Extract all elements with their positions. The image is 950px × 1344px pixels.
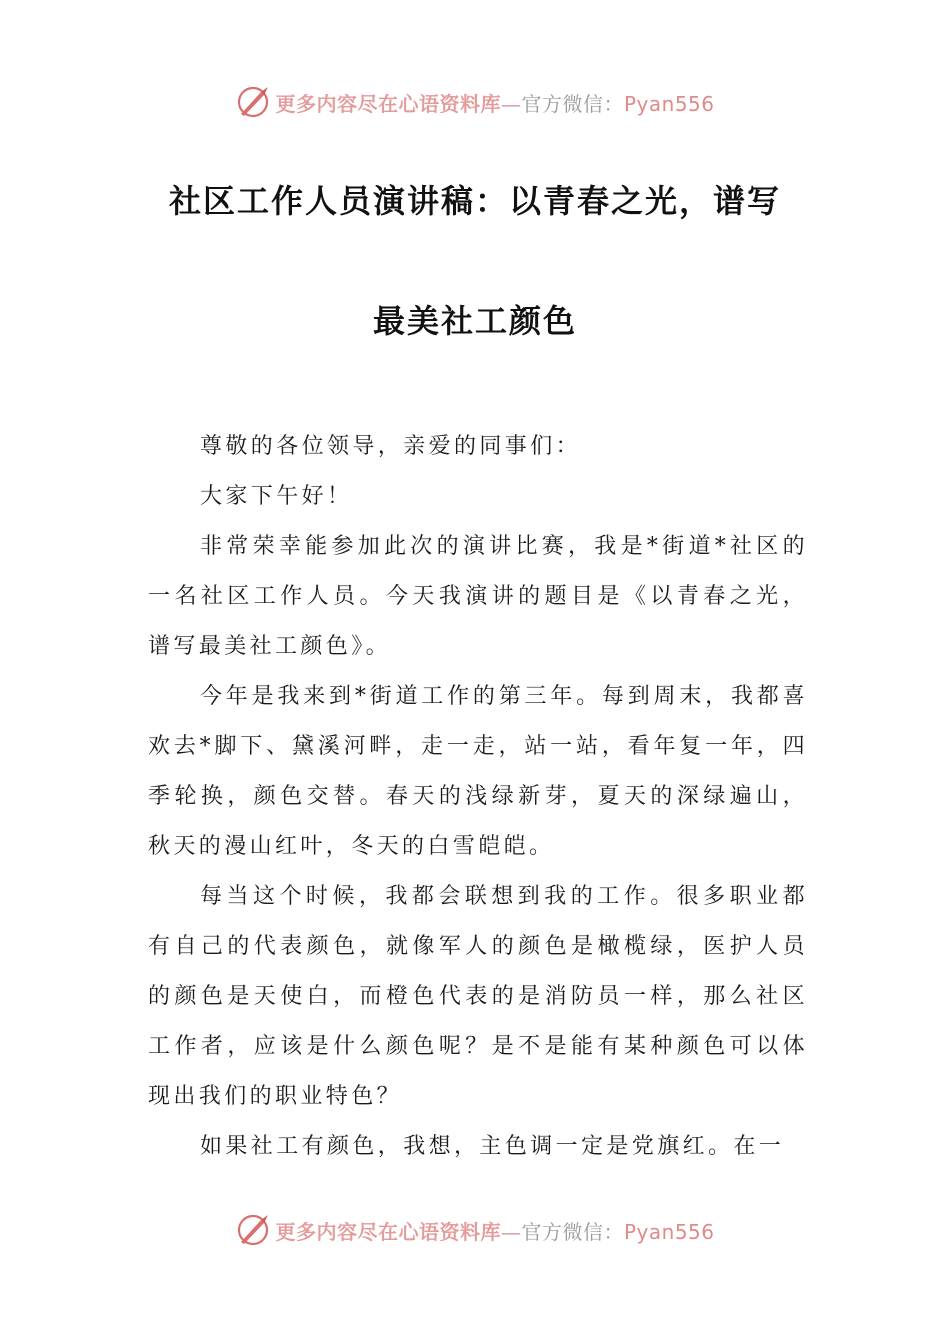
watermark-dash: — (500, 1219, 522, 1244)
document-title-line-1: 社区工作人员演讲稿：以青春之光，谱写 (168, 182, 781, 220)
header-watermark-banner (0, 80, 950, 124)
document-title-line-2: 最美社工颜色 (372, 302, 577, 340)
paragraph-seasons: 今年是我来到*街道工作的第三年。每到周末，我都喜欢去*脚下、黛溪河畔，走一走，站一站，看年复一年，四季轮换，颜色交替。春天的浅绿新芽，夏天的深绿遍山，秋天的漫山红叶，冬天的白雪皑皑。 (148, 684, 808, 859)
watermark-text (275, 88, 714, 117)
paragraph-intro: 非常荣幸能参加此次的演讲比赛，我是*街道*社区的一名社区工作人员。今天我演讲的题目是《以青春之光，谱写最美社工颜色》。 (148, 534, 808, 659)
paragraph-greeting: 大家下午好！ (200, 484, 353, 509)
paragraph-party-red: 如果社工有颜色，我想，主色调一定是党旗红。在一 (200, 1134, 785, 1159)
quill-pen-circle-icon (235, 84, 271, 120)
footer-watermark-banner (0, 1208, 950, 1252)
watermark-wechat-label: 官方微信： (521, 1219, 624, 1244)
watermark-wechat-id: Pyan556 (623, 91, 715, 116)
watermark-wechat-id: Pyan556 (623, 1219, 715, 1244)
watermark-site-text: 更多内容尽在心语资料库 (275, 1219, 501, 1244)
watermark-text (275, 1216, 714, 1245)
quill-pen-circle-icon (235, 1212, 271, 1248)
paragraph-colors: 每当这个时候，我都会联想到我的工作。很多职业都有自己的代表颜色，就像军人的颜色是橄榄绿，医护人员的颜色是天使白，而橙色代表的是消防员一样，那么社区工作者，应该是什么颜色呢？是不是能有某种颜色可以体现出我们的职业特色？ (148, 884, 808, 1109)
watermark-dash: — (500, 91, 522, 116)
document-body (148, 422, 808, 1172)
watermark-site-text: 更多内容尽在心语资料库 (275, 91, 501, 116)
watermark-wechat-label: 官方微信： (521, 91, 624, 116)
paragraph-salutation: 尊敬的各位领导，亲爱的同事们： (200, 434, 582, 459)
